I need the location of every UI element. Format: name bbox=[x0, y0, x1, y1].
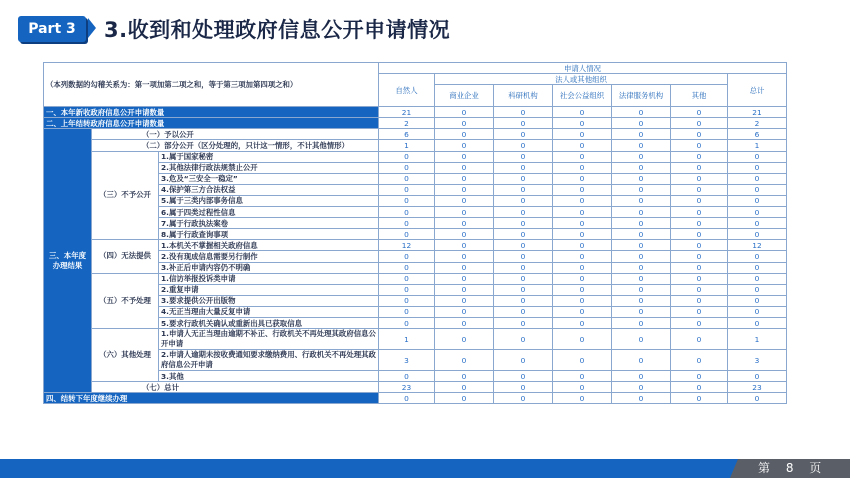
table-cell: 0 bbox=[435, 371, 494, 382]
table-cell: 0 bbox=[379, 173, 435, 184]
table-cell: 23 bbox=[379, 382, 435, 393]
table-cell: 0 bbox=[435, 273, 494, 284]
table-cell: 0 bbox=[728, 317, 787, 328]
table-cell: 0 bbox=[728, 393, 787, 404]
table-cell: 0 bbox=[379, 306, 435, 317]
table-cell: 0 bbox=[671, 317, 728, 328]
table-cell: 0 bbox=[671, 240, 728, 251]
item-label: 6.属于四类过程性信息 bbox=[159, 207, 379, 218]
table-cell: 0 bbox=[494, 393, 553, 404]
table-cell: 0 bbox=[671, 218, 728, 229]
row-label: 二、上年结转政府信息公开申请数量 bbox=[44, 118, 379, 129]
table-cell: 0 bbox=[553, 350, 612, 371]
table-cell: 0 bbox=[553, 306, 612, 317]
table-cell: 6 bbox=[379, 129, 435, 140]
table-cell: 0 bbox=[612, 229, 671, 240]
table-cell: 0 bbox=[553, 162, 612, 173]
table-cell: 0 bbox=[671, 329, 728, 350]
table-cell: 0 bbox=[435, 118, 494, 129]
row-label: （七）总计 bbox=[92, 382, 379, 393]
table-cell: 0 bbox=[494, 329, 553, 350]
page-number: 第 8 页 bbox=[758, 461, 828, 475]
table-cell: 0 bbox=[612, 195, 671, 206]
table-cell: 0 bbox=[379, 251, 435, 262]
table-cell: 0 bbox=[435, 151, 494, 162]
table-cell: 0 bbox=[553, 382, 612, 393]
table-cell: 0 bbox=[435, 218, 494, 229]
col-business: 商业企业 bbox=[435, 85, 494, 107]
table-cell: 21 bbox=[728, 107, 787, 118]
table-cell: 0 bbox=[494, 371, 553, 382]
table-cell: 0 bbox=[612, 295, 671, 306]
item-label: 4.保护第三方合法权益 bbox=[159, 184, 379, 195]
col-total: 总计 bbox=[728, 74, 787, 107]
table-cell: 0 bbox=[728, 295, 787, 306]
table-cell: 0 bbox=[671, 162, 728, 173]
table-cell: 0 bbox=[728, 273, 787, 284]
group-label: （四）无法提供 bbox=[92, 240, 159, 273]
part-arrow-icon bbox=[88, 18, 96, 38]
table-row bbox=[44, 118, 787, 129]
table-cell: 0 bbox=[494, 207, 553, 218]
item-label: 4.无正当理由大量反复申请 bbox=[159, 306, 379, 317]
table-cell: 0 bbox=[494, 184, 553, 195]
table-cell: 0 bbox=[494, 107, 553, 118]
table-cell: 0 bbox=[435, 350, 494, 371]
table-cell: 0 bbox=[612, 129, 671, 140]
table-cell: 0 bbox=[494, 262, 553, 273]
table-cell: 0 bbox=[494, 317, 553, 328]
table-cell: 0 bbox=[553, 295, 612, 306]
row-label: 四、结转下年度继续办理 bbox=[44, 393, 379, 404]
table-cell: 0 bbox=[379, 195, 435, 206]
item-label: 2.没有现成信息需要另行制作 bbox=[159, 251, 379, 262]
table-cell: 0 bbox=[494, 284, 553, 295]
table-cell: 0 bbox=[435, 184, 494, 195]
table-cell: 0 bbox=[494, 151, 553, 162]
table-cell: 0 bbox=[494, 173, 553, 184]
table-cell: 0 bbox=[435, 295, 494, 306]
table-cell: 0 bbox=[671, 273, 728, 284]
table-cell: 1 bbox=[728, 329, 787, 350]
table-cell: 0 bbox=[379, 284, 435, 295]
table-cell: 6 bbox=[728, 129, 787, 140]
table-cell: 0 bbox=[435, 162, 494, 173]
table-cell: 0 bbox=[494, 218, 553, 229]
table-cell: 0 bbox=[612, 140, 671, 151]
item-label: 1.属于国家秘密 bbox=[159, 151, 379, 162]
table-cell: 0 bbox=[435, 329, 494, 350]
table-cell: 0 bbox=[671, 251, 728, 262]
table-cell: 0 bbox=[612, 207, 671, 218]
table-cell: 0 bbox=[553, 284, 612, 295]
table-cell: 0 bbox=[612, 151, 671, 162]
table-row bbox=[44, 129, 787, 140]
table-cell: 0 bbox=[553, 151, 612, 162]
table-cell: 0 bbox=[435, 393, 494, 404]
table-cell: 0 bbox=[728, 151, 787, 162]
table-cell: 0 bbox=[728, 262, 787, 273]
footer-bar bbox=[0, 459, 742, 478]
table-cell: 0 bbox=[494, 240, 553, 251]
table-cell: 0 bbox=[728, 195, 787, 206]
table-cell: 0 bbox=[494, 229, 553, 240]
part-badge: Part 3 bbox=[18, 16, 86, 42]
row-label: （一）予以公开 bbox=[92, 129, 379, 140]
section-label: 三、本年度办理结果 bbox=[44, 129, 92, 393]
item-label: 1.申请人无正当理由逾期不补正、行政机关不再处理其政府信息公开申请 bbox=[159, 329, 379, 350]
table-cell: 0 bbox=[494, 129, 553, 140]
table-row bbox=[44, 273, 787, 284]
item-label: 3.补正后申请内容仍不明确 bbox=[159, 262, 379, 273]
table-cell: 0 bbox=[379, 207, 435, 218]
table-cell: 0 bbox=[494, 295, 553, 306]
table-cell: 0 bbox=[379, 295, 435, 306]
table-cell: 0 bbox=[553, 393, 612, 404]
table-cell: 1 bbox=[379, 140, 435, 151]
table-cell: 0 bbox=[435, 382, 494, 393]
table-cell: 0 bbox=[435, 229, 494, 240]
table-cell: 0 bbox=[553, 207, 612, 218]
table-cell: 0 bbox=[379, 162, 435, 173]
table-cell: 0 bbox=[553, 262, 612, 273]
table-cell: 0 bbox=[671, 118, 728, 129]
item-label: 7.属于行政执法案卷 bbox=[159, 218, 379, 229]
table-cell: 0 bbox=[379, 229, 435, 240]
col-research: 科研机构 bbox=[494, 85, 553, 107]
item-label: 8.属于行政查询事项 bbox=[159, 229, 379, 240]
table-cell: 0 bbox=[612, 382, 671, 393]
col-natural-person: 自然人 bbox=[379, 74, 435, 107]
table-cell: 0 bbox=[671, 207, 728, 218]
table-cell: 0 bbox=[494, 140, 553, 151]
table-cell: 0 bbox=[435, 251, 494, 262]
table-cell: 0 bbox=[435, 173, 494, 184]
table-cell: 0 bbox=[379, 317, 435, 328]
table-note: （本列数据的勾稽关系为：第一项加第二项之和，等于第三项加第四项之和） bbox=[44, 63, 379, 107]
table-cell: 0 bbox=[379, 218, 435, 229]
table-cell: 0 bbox=[553, 184, 612, 195]
table-cell: 0 bbox=[671, 129, 728, 140]
table-cell: 0 bbox=[494, 162, 553, 173]
table-cell: 0 bbox=[553, 371, 612, 382]
table-cell: 0 bbox=[671, 306, 728, 317]
table-cell: 0 bbox=[494, 350, 553, 371]
table-cell: 0 bbox=[671, 173, 728, 184]
item-label: 2.其他法律行政法规禁止公开 bbox=[159, 162, 379, 173]
table-cell: 0 bbox=[494, 306, 553, 317]
table-cell: 0 bbox=[435, 140, 494, 151]
table-cell: 0 bbox=[494, 118, 553, 129]
table-cell: 0 bbox=[379, 273, 435, 284]
table-cell: 0 bbox=[728, 184, 787, 195]
group-label: （六）其他处理 bbox=[92, 329, 159, 382]
table-cell: 0 bbox=[553, 107, 612, 118]
table-cell: 3 bbox=[379, 350, 435, 371]
table-cell: 0 bbox=[612, 162, 671, 173]
table-cell: 0 bbox=[494, 195, 553, 206]
legal-group-header: 法人或其他组织 bbox=[435, 74, 728, 85]
table-row bbox=[44, 329, 787, 350]
col-legal-service: 法律服务机构 bbox=[612, 85, 671, 107]
item-label: 3.要求提供公开出版物 bbox=[159, 295, 379, 306]
table-cell: 0 bbox=[494, 382, 553, 393]
table-cell: 0 bbox=[728, 218, 787, 229]
table-cell: 0 bbox=[553, 218, 612, 229]
table-cell: 0 bbox=[612, 218, 671, 229]
table-cell: 0 bbox=[612, 240, 671, 251]
page-title: 3.收到和处理政府信息公开申请情况 bbox=[104, 18, 451, 42]
table-cell: 0 bbox=[435, 207, 494, 218]
table-cell: 0 bbox=[671, 107, 728, 118]
table-cell: 0 bbox=[671, 284, 728, 295]
group-label: （三）不予公开 bbox=[92, 151, 159, 240]
table-cell: 0 bbox=[435, 240, 494, 251]
table-cell: 0 bbox=[612, 329, 671, 350]
item-label: 1.信访举报投诉类申请 bbox=[159, 273, 379, 284]
table-cell: 0 bbox=[671, 295, 728, 306]
table-cell: 0 bbox=[553, 273, 612, 284]
table-cell: 0 bbox=[435, 107, 494, 118]
item-label: 2.申请人逾期未按收费通知要求缴纳费用、行政机关不再处理其政府信息公开申请 bbox=[159, 350, 379, 371]
table-cell: 0 bbox=[728, 207, 787, 218]
table-cell: 0 bbox=[435, 195, 494, 206]
table-cell: 0 bbox=[553, 229, 612, 240]
table-cell: 0 bbox=[379, 184, 435, 195]
table-cell: 0 bbox=[379, 151, 435, 162]
table-cell: 0 bbox=[435, 284, 494, 295]
table-cell: 0 bbox=[435, 129, 494, 140]
table-cell: 0 bbox=[612, 262, 671, 273]
table-cell: 0 bbox=[728, 251, 787, 262]
item-label: 2.重复申请 bbox=[159, 284, 379, 295]
table-cell: 0 bbox=[553, 129, 612, 140]
applicant-header: 申请人情况 bbox=[379, 63, 787, 74]
group-label: （五）不予处理 bbox=[92, 273, 159, 328]
table-cell: 23 bbox=[728, 382, 787, 393]
table-cell: 0 bbox=[728, 371, 787, 382]
item-label: 5.要求行政机关确认或重新出具已获取信息 bbox=[159, 317, 379, 328]
table-cell: 3 bbox=[728, 350, 787, 371]
table-cell: 1 bbox=[728, 140, 787, 151]
item-label: 5.属于三类内部事务信息 bbox=[159, 195, 379, 206]
table-cell: 0 bbox=[728, 284, 787, 295]
table-cell: 0 bbox=[671, 229, 728, 240]
table-cell: 0 bbox=[379, 371, 435, 382]
table-cell: 0 bbox=[671, 151, 728, 162]
table-cell: 0 bbox=[553, 329, 612, 350]
table-cell: 0 bbox=[671, 393, 728, 404]
table-cell: 0 bbox=[671, 262, 728, 273]
col-other: 其他 bbox=[671, 85, 728, 107]
table-row bbox=[44, 140, 787, 151]
item-label: 3.危及“三安全一稳定” bbox=[159, 173, 379, 184]
table-cell: 0 bbox=[612, 317, 671, 328]
table-cell: 0 bbox=[612, 306, 671, 317]
table-cell: 0 bbox=[612, 184, 671, 195]
table-cell: 0 bbox=[553, 240, 612, 251]
table-cell: 0 bbox=[612, 273, 671, 284]
col-public-welfare: 社会公益组织 bbox=[553, 85, 612, 107]
table-cell: 0 bbox=[435, 306, 494, 317]
table-cell: 0 bbox=[612, 393, 671, 404]
table-cell: 0 bbox=[494, 251, 553, 262]
table-cell: 12 bbox=[728, 240, 787, 251]
table-cell: 0 bbox=[728, 173, 787, 184]
table-row bbox=[44, 240, 787, 251]
table-cell: 0 bbox=[612, 251, 671, 262]
table-cell: 0 bbox=[671, 382, 728, 393]
table-cell: 0 bbox=[612, 371, 671, 382]
table-cell: 0 bbox=[553, 118, 612, 129]
table-cell: 0 bbox=[671, 184, 728, 195]
table-cell: 1 bbox=[379, 329, 435, 350]
table-cell: 0 bbox=[671, 140, 728, 151]
table-cell: 0 bbox=[728, 229, 787, 240]
table-cell: 0 bbox=[435, 262, 494, 273]
table-cell: 0 bbox=[553, 195, 612, 206]
table-cell: 0 bbox=[728, 306, 787, 317]
table-cell: 0 bbox=[671, 195, 728, 206]
item-label: 1.本机关不掌握相关政府信息 bbox=[159, 240, 379, 251]
item-label: 3.其他 bbox=[159, 371, 379, 382]
table-cell: 0 bbox=[379, 262, 435, 273]
table-cell: 2 bbox=[379, 118, 435, 129]
table-cell: 21 bbox=[379, 107, 435, 118]
table-cell: 0 bbox=[612, 350, 671, 371]
table-cell: 0 bbox=[553, 251, 612, 262]
table-cell: 0 bbox=[612, 118, 671, 129]
table-row bbox=[44, 151, 787, 162]
table-row bbox=[44, 382, 787, 393]
table-cell: 0 bbox=[671, 371, 728, 382]
table-cell: 0 bbox=[379, 393, 435, 404]
table-cell: 12 bbox=[379, 240, 435, 251]
table-cell: 0 bbox=[553, 317, 612, 328]
row-label: 一、本年新收政府信息公开申请数量 bbox=[44, 107, 379, 118]
table-row bbox=[44, 107, 787, 118]
table-cell: 0 bbox=[612, 173, 671, 184]
table-cell: 0 bbox=[553, 173, 612, 184]
table-cell: 0 bbox=[728, 162, 787, 173]
table-cell: 0 bbox=[612, 284, 671, 295]
disclosure-table bbox=[43, 62, 787, 404]
table-cell: 0 bbox=[553, 140, 612, 151]
table-cell: 0 bbox=[612, 107, 671, 118]
table-cell: 0 bbox=[494, 273, 553, 284]
table-cell: 0 bbox=[435, 317, 494, 328]
table-cell: 0 bbox=[671, 350, 728, 371]
table-cell: 2 bbox=[728, 118, 787, 129]
table-row bbox=[44, 393, 787, 404]
row-label: （二）部分公开（区分处理的，只计这一情形，不计其他情形） bbox=[92, 140, 379, 151]
